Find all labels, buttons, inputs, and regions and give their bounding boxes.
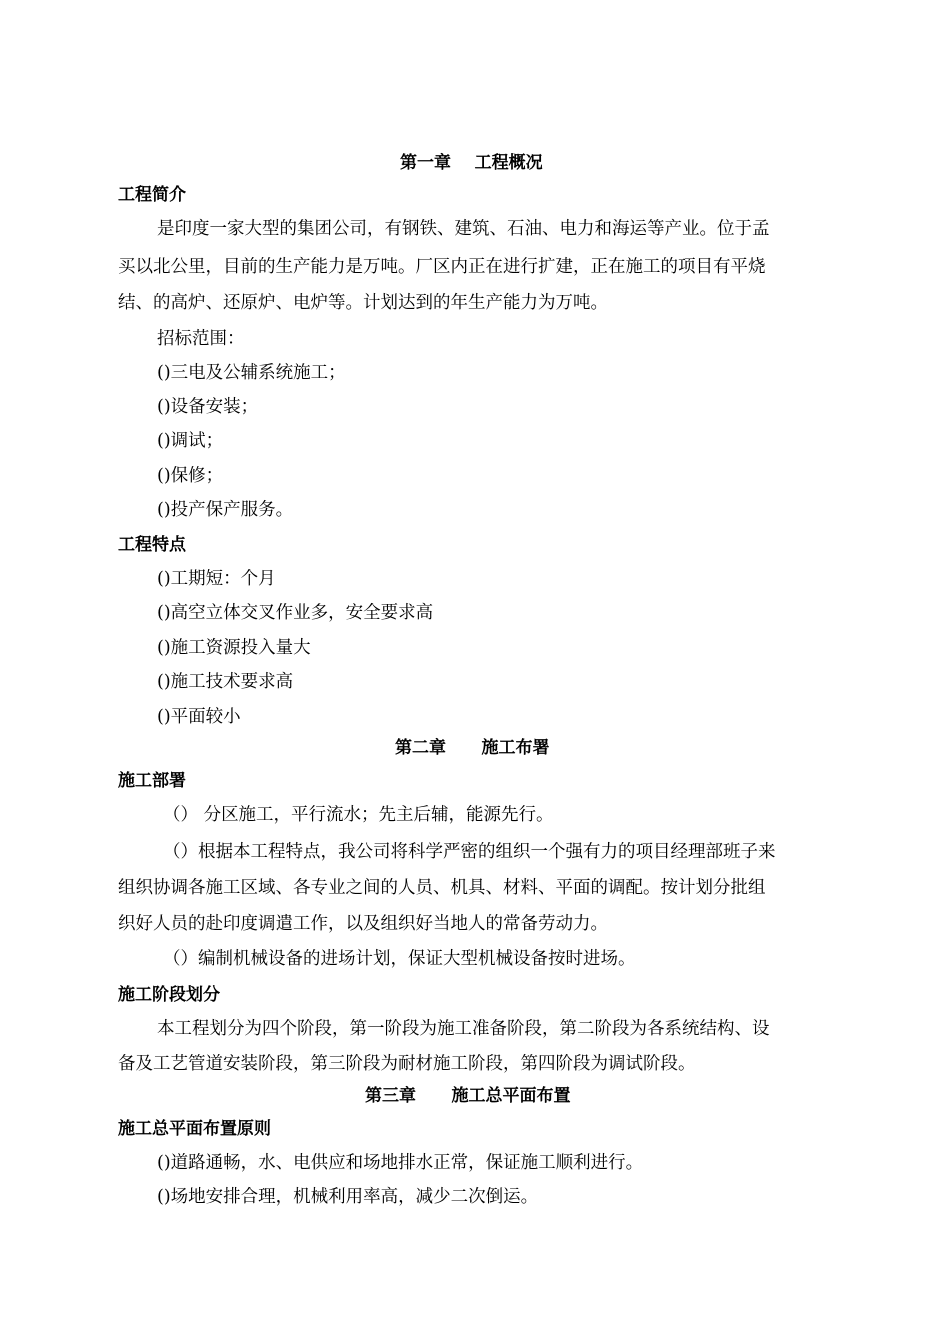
feature-item: ()工期短：个月 bbox=[157, 569, 276, 589]
feature-item: ()平面较小 bbox=[157, 707, 241, 727]
chapter-2-title: 第二章 施工布署 bbox=[395, 738, 550, 758]
feature-item: ()施工资源投入量大 bbox=[157, 638, 311, 658]
deployment-item-2-line-1: （）根据本工程特点，我公司将科学严密的组织一个强有力的项目经理部班子来 bbox=[163, 842, 776, 862]
intro-paragraph-line-2: 买以北公里，目前的生产能力是万吨。厂区内正在进行扩建，正在施工的项目有平烧 bbox=[118, 257, 766, 277]
section-construction-deployment-title: 施工部署 bbox=[118, 771, 186, 791]
section-project-features-title: 工程特点 bbox=[118, 535, 186, 555]
section-construction-stages-title: 施工阶段划分 bbox=[118, 985, 220, 1005]
intro-paragraph-line-1: 是印度一家大型的集团公司，有钢铁、建筑、石油、电力和海运等产业。位于孟 bbox=[157, 219, 770, 239]
chapter-1-title: 第一章 工程概况 bbox=[400, 153, 543, 173]
bid-scope-label: 招标范围： bbox=[157, 329, 245, 349]
bid-scope-item: ()调试； bbox=[157, 431, 224, 451]
deployment-item-1: （） 分区施工，平行流水；先主后辅，能源先行。 bbox=[163, 805, 554, 825]
principle-item: ()场地安排合理，机械利用率高，减少二次倒运。 bbox=[157, 1187, 539, 1207]
deployment-item-3: （）编制机械设备的进场计划，保证大型机械设备按时进场。 bbox=[163, 949, 636, 969]
intro-paragraph-line-3: 结、的高炉、还原炉、电炉等。计划达到的年生产能力为万吨。 bbox=[118, 293, 608, 313]
deployment-item-2-line-3: 织好人员的赴印度调遣工作，以及组织好当地人的常备劳动力。 bbox=[118, 914, 608, 934]
bid-scope-item: ()投产保产服务。 bbox=[157, 500, 294, 520]
bid-scope-item: ()三电及公辅系统施工； bbox=[157, 363, 346, 383]
stage-paragraph-line-2: 备及工艺管道安装阶段，第三阶段为耐材施工阶段，第四阶段为调试阶段。 bbox=[118, 1054, 696, 1074]
chapter-3-title: 第三章 施工总平面布置 bbox=[365, 1086, 571, 1106]
principle-item: ()道路通畅，水、电供应和场地排水正常，保证施工顺利进行。 bbox=[157, 1153, 644, 1173]
section-project-intro-title: 工程简介 bbox=[118, 185, 186, 205]
section-layout-principles-title: 施工总平面布置原则 bbox=[118, 1119, 271, 1139]
stage-paragraph-line-1: 本工程划分为四个阶段，第一阶段为施工准备阶段，第二阶段为各系统结构、设 bbox=[157, 1019, 770, 1039]
feature-item: ()高空立体交叉作业多，安全要求高 bbox=[157, 603, 434, 623]
feature-item: ()施工技术要求高 bbox=[157, 672, 294, 692]
deployment-item-2-line-2: 组织协调各施工区域、各专业之间的人员、机具、材料、平面的调配。按计划分批组 bbox=[118, 878, 766, 898]
bid-scope-item: ()保修； bbox=[157, 466, 224, 486]
bid-scope-item: ()设备安装； bbox=[157, 397, 259, 417]
